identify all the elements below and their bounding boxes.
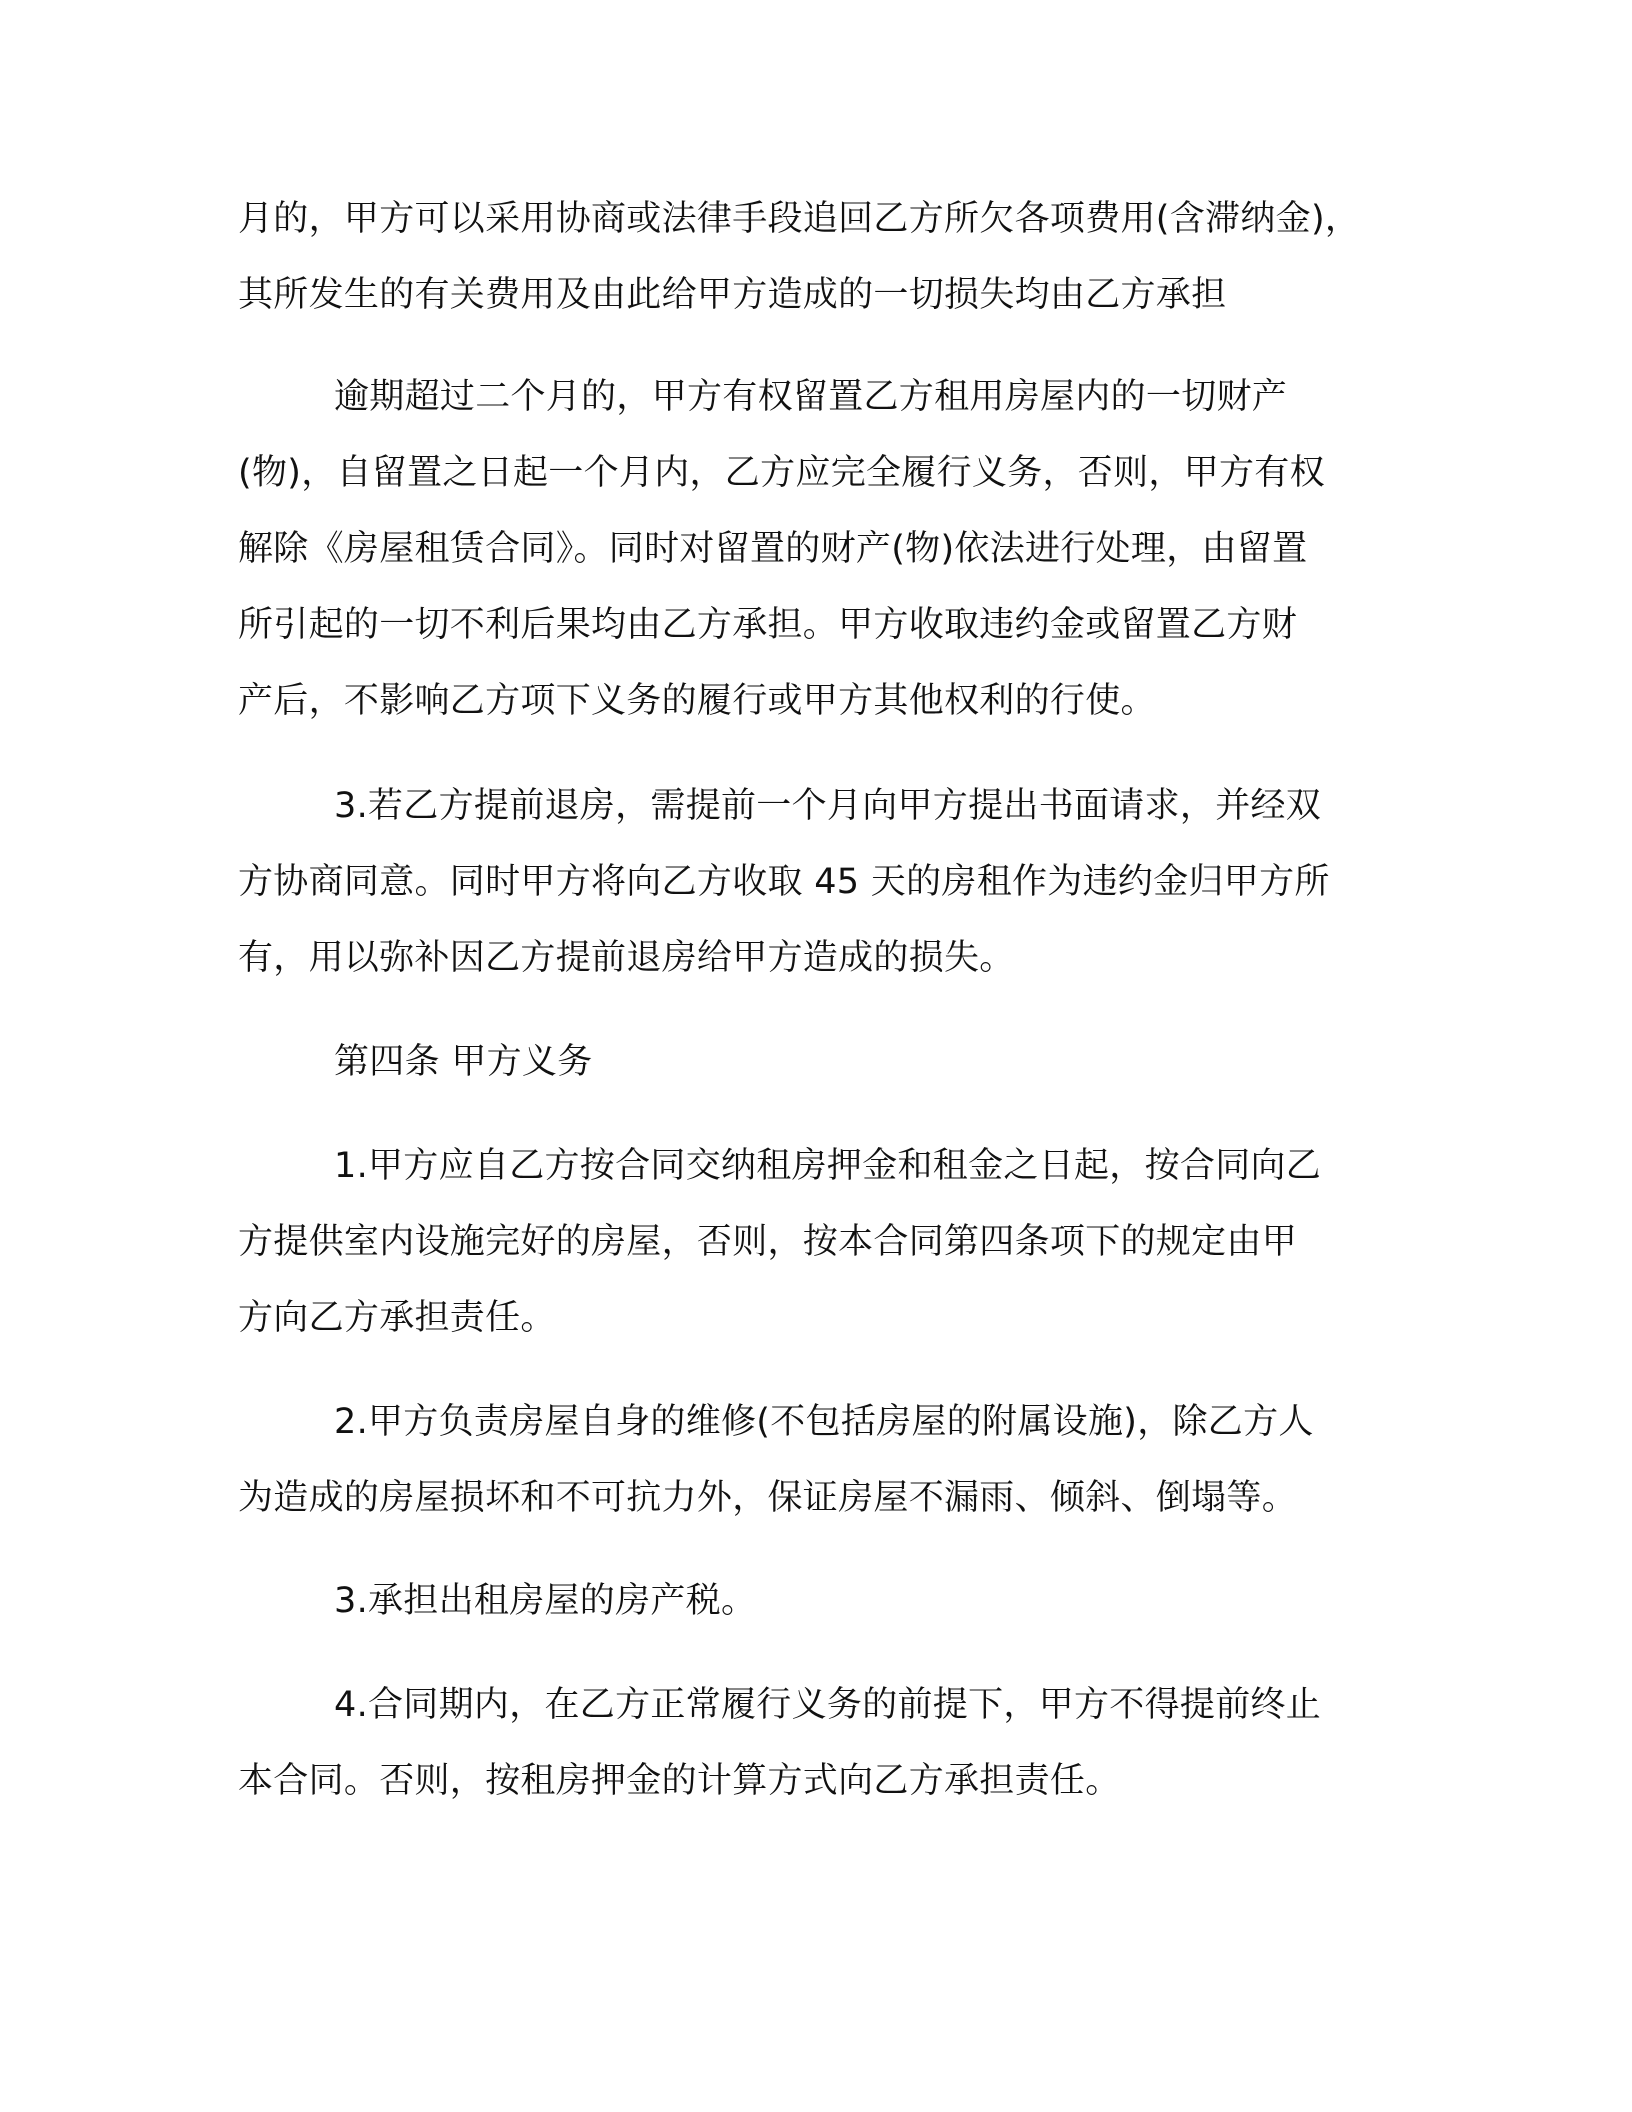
text-line: 1.甲方应自乙方按合同交纳租房押金和租金之日起，按合同向乙	[334, 1146, 1322, 1186]
text-line: 2.甲方负责房屋自身的维修(不包括房屋的附属设施)，除乙方人	[334, 1402, 1314, 1442]
text-line: 方协商同意。同时甲方将向乙方收取 45 天的房租作为违约金归甲方所	[238, 862, 1330, 902]
text-line: 方提供室内设施完好的房屋，否则，按本合同第四条项下的规定由甲	[238, 1222, 1298, 1262]
text-line: 4.合同期内，在乙方正常履行义务的前提下，甲方不得提前终止	[334, 1685, 1322, 1725]
text-line: 逾期超过二个月的，甲方有权留置乙方租用房屋内的一切财产	[334, 377, 1288, 417]
text-line: 3.承担出租房屋的房产税。	[334, 1581, 757, 1621]
text-line: 有，用以弥补因乙方提前退房给甲方造成的损失。	[238, 938, 1015, 978]
text-line: (物)，自留置之日起一个月内，乙方应完全履行义务，否则，甲方有权	[238, 453, 1325, 493]
text-line: 所引起的一切不利后果均由乙方承担。甲方收取违约金或留置乙方财	[238, 605, 1298, 645]
text-line: 为造成的房屋损坏和不可抗力外，保证房屋不漏雨、倾斜、倒塌等。	[238, 1478, 1298, 1518]
text-line: 其所发生的有关费用及由此给甲方造成的一切损失均由乙方承担	[238, 275, 1227, 315]
text-line: 解除《房屋租赁合同》。同时对留置的财产(物)依法进行处理，由留置	[238, 529, 1308, 569]
section-heading: 第四条 甲方义务	[334, 1042, 593, 1082]
text-line: 方向乙方承担责任。	[238, 1298, 556, 1338]
text-line: 产后，不影响乙方项下义务的履行或甲方其他权利的行使。	[238, 681, 1156, 721]
text-line: 本合同。否则，按租房押金的计算方式向乙方承担责任。	[238, 1761, 1121, 1801]
text-line: 3.若乙方提前退房，需提前一个月向甲方提出书面请求，并经双	[334, 786, 1322, 826]
text-line: 月的，甲方可以采用协商或法律手段追回乙方所欠各项费用(含滞纳金)，	[238, 199, 1361, 239]
